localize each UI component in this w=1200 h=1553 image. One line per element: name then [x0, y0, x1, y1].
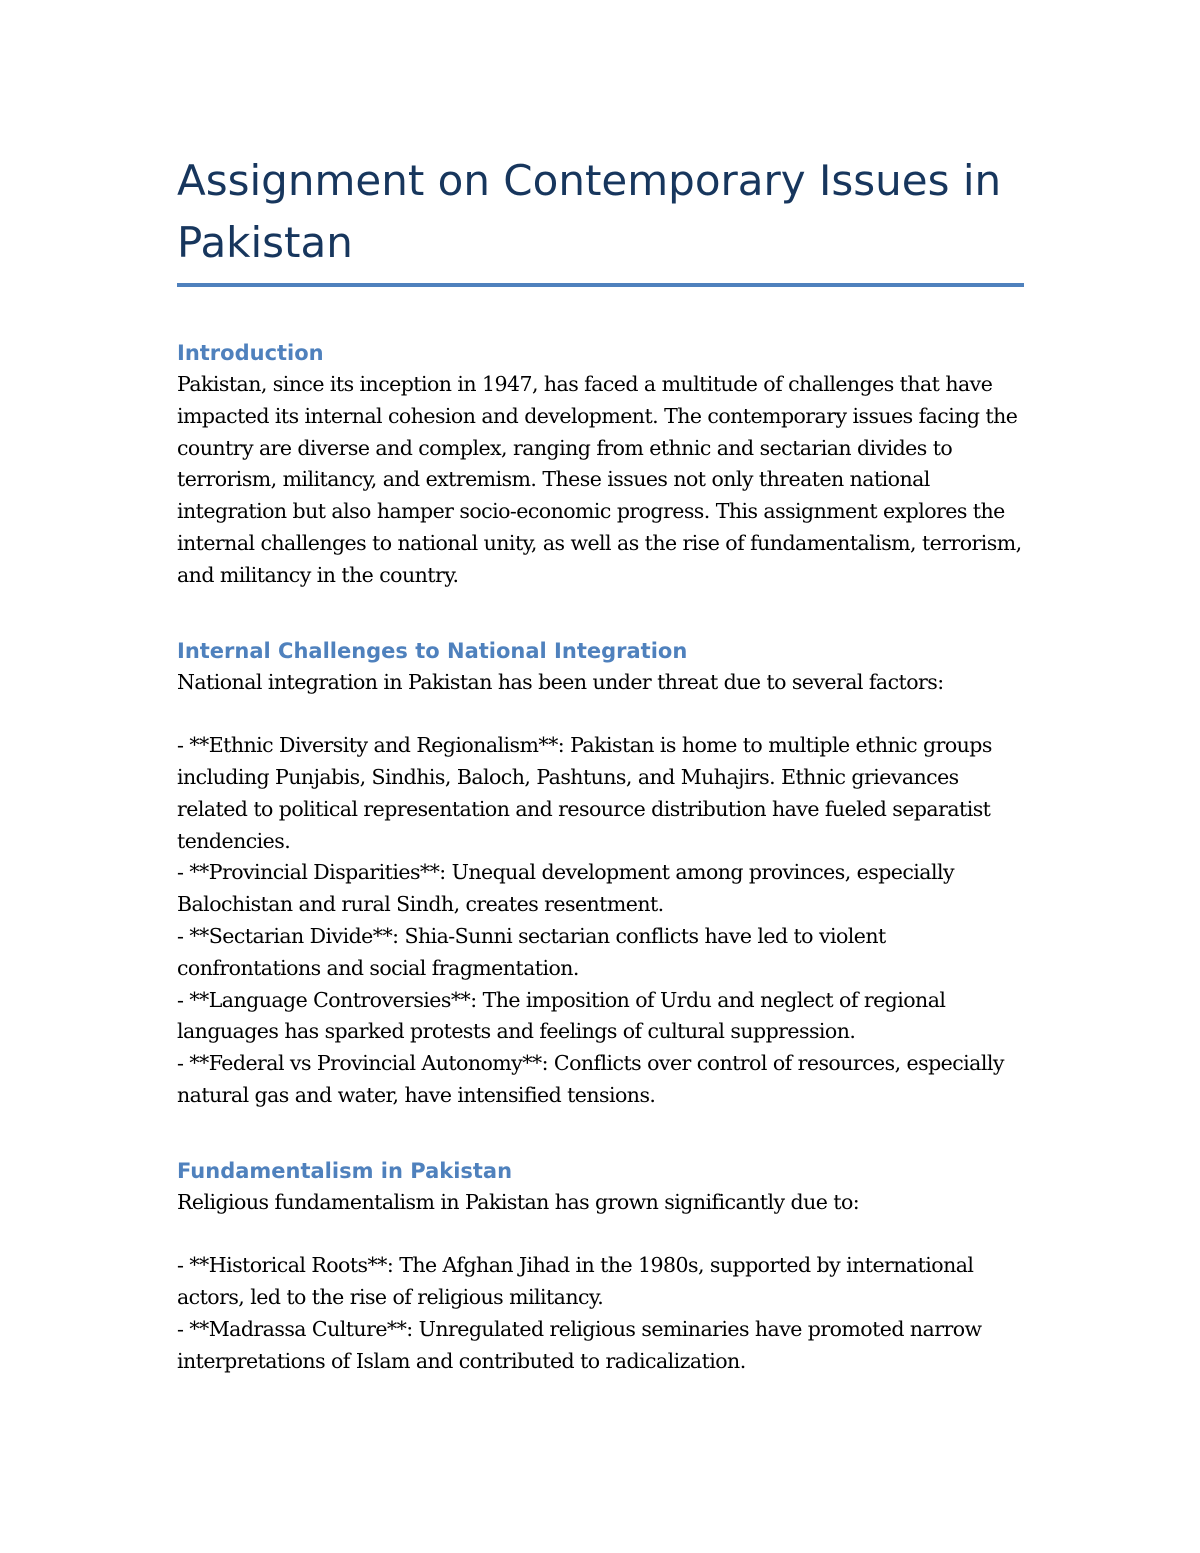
section-paragraph: Pakistan, since its inception in 1947, has faced a multitude of challenges that have impacted its internal cohesion and development. The contemporary issues facing the country are diverse and complex, ranging from ethnic and sectarian divides to terrorism, militancy, and extremism. These issues not only threaten national integration but also hamper socio-economic progress. This assignment explores the internal challenges to national unity, as well as the rise of fundamentalism, terrorism, and militancy in the country.: [177, 372, 1022, 587]
list-item: - **Provincial Disparities**: Unequal development among provinces, especially Balochistan and rural Sindh, creates resentment.: [177, 860, 955, 917]
bullet-list: [177, 730, 1027, 1112]
section-heading: Fundamentalism in Pakistan: [177, 1158, 513, 1183]
section-heading: Internal Challenges to National Integration: [177, 638, 688, 663]
list-item: - **Sectarian Divide**: Shia-Sunni sectarian conflicts have led to violent confrontations and social fragmentation.: [177, 923, 886, 980]
paragraph-spacer: [177, 1219, 1027, 1251]
section-internal-challenges: [177, 635, 1027, 1112]
section-paragraph: Religious fundamentalism in Pakistan has grown significantly due to:: [177, 1189, 860, 1214]
section-heading: Introduction: [177, 341, 324, 365]
list-item: - **Madrassa Culture**: Unregulated religious seminaries have promoted narrow interpretations of Islam and contributed to radicalization.: [177, 1316, 982, 1373]
document-page: [177, 150, 1027, 1378]
bullet-list: [177, 1250, 1027, 1377]
list-item: - **Language Controversies**: The imposition of Urdu and neglect of regional languages has sparked protests and feelings of cultural suppression.: [177, 987, 946, 1044]
section-introduction: [177, 337, 1027, 592]
list-item: - **Federal vs Provincial Autonomy**: Conflicts over control of resources, especially natural gas and water, have intensified tensions.: [177, 1051, 1004, 1107]
section-fundamentalism: [177, 1155, 1027, 1378]
list-item: - **Historical Roots**: The Afghan Jihad in the 1980s, supported by international actors, led to the rise of religious militancy.: [177, 1253, 974, 1310]
list-item: - **Ethnic Diversity and Regionalism**: Pakistan is home to multiple ethnic groups including Punjabis, Sindhis, Baloch, Pashtuns, and Muhajirs. Ethnic grievances related to political representation and resource distribution have fueled separatist tendencies.: [177, 733, 992, 853]
document-title: Assignment on Contemporary Issues in Pakistan: [177, 156, 1002, 267]
section-paragraph: National integration in Pakistan has been under threat due to several factors:: [177, 669, 944, 694]
paragraph-spacer: [177, 698, 1027, 730]
